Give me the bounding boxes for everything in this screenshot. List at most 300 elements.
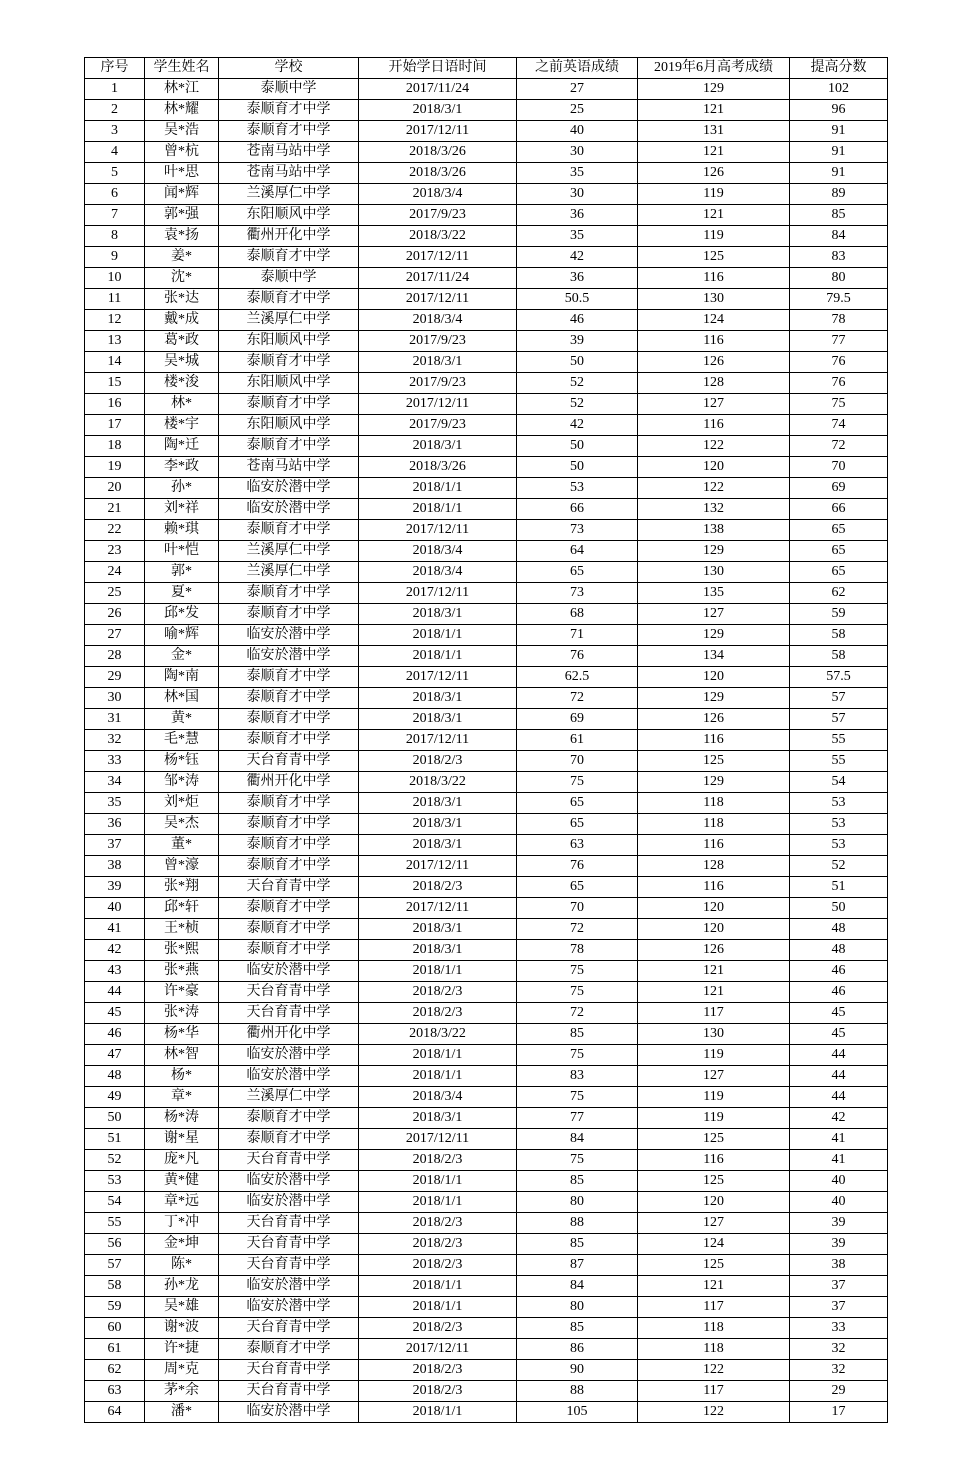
cell-start_date: 2018/2/3	[359, 1318, 517, 1339]
cell-gaokao_2019_june_score: 122	[638, 1402, 790, 1423]
cell-start_date: 2018/3/4	[359, 541, 517, 562]
cell-prev_english_score: 75	[517, 772, 638, 793]
table-row	[85, 100, 888, 121]
cell-index: 58	[85, 1276, 145, 1297]
cell-prev_english_score: 25	[517, 100, 638, 121]
cell-prev_english_score: 75	[517, 961, 638, 982]
cell-index: 16	[85, 394, 145, 415]
table-row	[85, 163, 888, 184]
cell-name: 孙*	[145, 478, 219, 499]
table-row	[85, 205, 888, 226]
cell-improvement: 53	[790, 835, 888, 856]
cell-prev_english_score: 65	[517, 814, 638, 835]
cell-name: 杨*钰	[145, 751, 219, 772]
cell-improvement: 72	[790, 436, 888, 457]
cell-improvement: 37	[790, 1276, 888, 1297]
cell-school: 兰溪厚仁中学	[219, 310, 359, 331]
cell-improvement: 46	[790, 961, 888, 982]
cell-index: 25	[85, 583, 145, 604]
cell-school: 泰顺育才中学	[219, 835, 359, 856]
cell-gaokao_2019_june_score: 118	[638, 793, 790, 814]
table-row	[85, 751, 888, 772]
cell-improvement: 51	[790, 877, 888, 898]
cell-improvement: 83	[790, 247, 888, 268]
cell-school: 东阳顺风中学	[219, 205, 359, 226]
cell-start_date: 2018/3/22	[359, 1024, 517, 1045]
cell-gaokao_2019_june_score: 116	[638, 730, 790, 751]
cell-school: 天台育青中学	[219, 1213, 359, 1234]
cell-index: 61	[85, 1339, 145, 1360]
cell-name: 袁*扬	[145, 226, 219, 247]
cell-prev_english_score: 50.5	[517, 289, 638, 310]
cell-name: 章*远	[145, 1192, 219, 1213]
table-body	[85, 79, 888, 1423]
cell-gaokao_2019_june_score: 116	[638, 415, 790, 436]
cell-school: 衢州开化中学	[219, 772, 359, 793]
cell-name: 刘*祥	[145, 499, 219, 520]
cell-school: 天台育青中学	[219, 877, 359, 898]
cell-school: 泰顺育才中学	[219, 898, 359, 919]
cell-school: 泰顺育才中学	[219, 667, 359, 688]
cell-name: 喻*辉	[145, 625, 219, 646]
cell-start_date: 2018/2/3	[359, 1213, 517, 1234]
table-row	[85, 373, 888, 394]
cell-start_date: 2017/12/11	[359, 583, 517, 604]
cell-name: 庞*凡	[145, 1150, 219, 1171]
cell-gaokao_2019_june_score: 121	[638, 100, 790, 121]
cell-gaokao_2019_june_score: 125	[638, 1129, 790, 1150]
cell-school: 兰溪厚仁中学	[219, 541, 359, 562]
cell-improvement: 48	[790, 919, 888, 940]
cell-index: 49	[85, 1087, 145, 1108]
cell-name: 谢*波	[145, 1318, 219, 1339]
cell-school: 临安於潜中学	[219, 646, 359, 667]
cell-index: 48	[85, 1066, 145, 1087]
cell-name: 孙*龙	[145, 1276, 219, 1297]
cell-improvement: 96	[790, 100, 888, 121]
cell-school: 泰顺育才中学	[219, 814, 359, 835]
cell-prev_english_score: 52	[517, 373, 638, 394]
cell-start_date: 2017/12/11	[359, 121, 517, 142]
cell-name: 毛*慧	[145, 730, 219, 751]
cell-improvement: 76	[790, 352, 888, 373]
cell-index: 45	[85, 1003, 145, 1024]
cell-school: 天台育青中学	[219, 1003, 359, 1024]
table-row	[85, 1171, 888, 1192]
cell-improvement: 75	[790, 394, 888, 415]
cell-index: 38	[85, 856, 145, 877]
cell-school: 天台育青中学	[219, 1318, 359, 1339]
cell-start_date: 2018/2/3	[359, 982, 517, 1003]
cell-improvement: 50	[790, 898, 888, 919]
cell-improvement: 65	[790, 520, 888, 541]
cell-index: 6	[85, 184, 145, 205]
cell-start_date: 2018/2/3	[359, 1234, 517, 1255]
cell-school: 泰顺育才中学	[219, 352, 359, 373]
cell-gaokao_2019_june_score: 121	[638, 961, 790, 982]
cell-name: 曾*濠	[145, 856, 219, 877]
table-row	[85, 1150, 888, 1171]
cell-school: 泰顺育才中学	[219, 919, 359, 940]
cell-name: 叶*思	[145, 163, 219, 184]
cell-improvement: 40	[790, 1171, 888, 1192]
cell-start_date: 2017/12/11	[359, 898, 517, 919]
cell-gaokao_2019_june_score: 126	[638, 163, 790, 184]
cell-school: 临安於潜中学	[219, 1066, 359, 1087]
cell-start_date: 2018/3/1	[359, 352, 517, 373]
cell-name: 陶*南	[145, 667, 219, 688]
table-row	[85, 1003, 888, 1024]
cell-improvement: 55	[790, 730, 888, 751]
cell-start_date: 2018/1/1	[359, 1276, 517, 1297]
cell-improvement: 39	[790, 1234, 888, 1255]
cell-prev_english_score: 62.5	[517, 667, 638, 688]
cell-gaokao_2019_june_score: 116	[638, 331, 790, 352]
cell-improvement: 44	[790, 1087, 888, 1108]
cell-start_date: 2018/3/1	[359, 436, 517, 457]
cell-improvement: 44	[790, 1066, 888, 1087]
cell-name: 叶*恺	[145, 541, 219, 562]
cell-start_date: 2018/1/1	[359, 1045, 517, 1066]
cell-start_date: 2018/3/1	[359, 814, 517, 835]
cell-gaokao_2019_june_score: 126	[638, 709, 790, 730]
cell-gaokao_2019_june_score: 121	[638, 205, 790, 226]
cell-school: 泰顺育才中学	[219, 1339, 359, 1360]
cell-improvement: 32	[790, 1360, 888, 1381]
cell-gaokao_2019_june_score: 130	[638, 562, 790, 583]
cell-gaokao_2019_june_score: 120	[638, 457, 790, 478]
table-row	[85, 1087, 888, 1108]
cell-prev_english_score: 65	[517, 793, 638, 814]
cell-school: 苍南马站中学	[219, 457, 359, 478]
cell-name: 陈*	[145, 1255, 219, 1276]
cell-name: 杨*	[145, 1066, 219, 1087]
cell-index: 29	[85, 667, 145, 688]
cell-prev_english_score: 39	[517, 331, 638, 352]
cell-school: 临安於潜中学	[219, 478, 359, 499]
cell-improvement: 80	[790, 268, 888, 289]
cell-index: 64	[85, 1402, 145, 1423]
cell-start_date: 2018/1/1	[359, 1192, 517, 1213]
cell-improvement: 78	[790, 310, 888, 331]
cell-start_date: 2018/1/1	[359, 1402, 517, 1423]
table-row	[85, 709, 888, 730]
cell-start_date: 2018/3/1	[359, 709, 517, 730]
table-row	[85, 856, 888, 877]
cell-prev_english_score: 52	[517, 394, 638, 415]
cell-school: 临安於潜中学	[219, 1402, 359, 1423]
cell-name: 沈*	[145, 268, 219, 289]
table-row	[85, 1129, 888, 1150]
cell-start_date: 2018/3/4	[359, 310, 517, 331]
table-row	[85, 310, 888, 331]
cell-name: 吴*杰	[145, 814, 219, 835]
cell-name: 邹*涛	[145, 772, 219, 793]
cell-start_date: 2017/12/11	[359, 247, 517, 268]
cell-gaokao_2019_june_score: 119	[638, 1108, 790, 1129]
cell-prev_english_score: 88	[517, 1213, 638, 1234]
cell-index: 54	[85, 1192, 145, 1213]
cell-prev_english_score: 84	[517, 1129, 638, 1150]
cell-gaokao_2019_june_score: 120	[638, 1192, 790, 1213]
cell-index: 52	[85, 1150, 145, 1171]
cell-improvement: 45	[790, 1003, 888, 1024]
cell-start_date: 2018/3/1	[359, 793, 517, 814]
cell-prev_english_score: 75	[517, 982, 638, 1003]
cell-start_date: 2017/9/23	[359, 331, 517, 352]
cell-gaokao_2019_june_score: 129	[638, 79, 790, 100]
table-row	[85, 121, 888, 142]
cell-index: 42	[85, 940, 145, 961]
cell-improvement: 57	[790, 688, 888, 709]
cell-index: 10	[85, 268, 145, 289]
table-row	[85, 1255, 888, 1276]
cell-gaokao_2019_june_score: 128	[638, 856, 790, 877]
cell-gaokao_2019_june_score: 116	[638, 835, 790, 856]
cell-prev_english_score: 72	[517, 688, 638, 709]
cell-improvement: 102	[790, 79, 888, 100]
cell-name: 董*	[145, 835, 219, 856]
cell-gaokao_2019_june_score: 127	[638, 1066, 790, 1087]
cell-gaokao_2019_june_score: 125	[638, 1255, 790, 1276]
cell-improvement: 55	[790, 751, 888, 772]
cell-gaokao_2019_june_score: 124	[638, 1234, 790, 1255]
table-row	[85, 520, 888, 541]
cell-prev_english_score: 46	[517, 310, 638, 331]
cell-name: 林*国	[145, 688, 219, 709]
cell-name: 杨*涛	[145, 1108, 219, 1129]
cell-prev_english_score: 68	[517, 604, 638, 625]
cell-prev_english_score: 77	[517, 1108, 638, 1129]
cell-gaokao_2019_june_score: 130	[638, 289, 790, 310]
cell-index: 22	[85, 520, 145, 541]
cell-index: 34	[85, 772, 145, 793]
cell-gaokao_2019_june_score: 127	[638, 604, 790, 625]
cell-school: 泰顺育才中学	[219, 1108, 359, 1129]
cell-prev_english_score: 105	[517, 1402, 638, 1423]
cell-school: 临安於潜中学	[219, 499, 359, 520]
cell-index: 47	[85, 1045, 145, 1066]
cell-improvement: 48	[790, 940, 888, 961]
cell-index: 63	[85, 1381, 145, 1402]
cell-improvement: 53	[790, 814, 888, 835]
header-row	[85, 58, 888, 79]
cell-name: 邱*轩	[145, 898, 219, 919]
cell-school: 东阳顺风中学	[219, 331, 359, 352]
cell-name: 林*智	[145, 1045, 219, 1066]
cell-improvement: 69	[790, 478, 888, 499]
cell-start_date: 2017/11/24	[359, 79, 517, 100]
cell-prev_english_score: 70	[517, 751, 638, 772]
cell-school: 泰顺育才中学	[219, 730, 359, 751]
table-row	[85, 268, 888, 289]
cell-prev_english_score: 30	[517, 184, 638, 205]
cell-school: 泰顺中学	[219, 79, 359, 100]
cell-school: 兰溪厚仁中学	[219, 562, 359, 583]
cell-prev_english_score: 50	[517, 457, 638, 478]
cell-name: 林*江	[145, 79, 219, 100]
cell-gaokao_2019_june_score: 118	[638, 1339, 790, 1360]
cell-index: 60	[85, 1318, 145, 1339]
cell-gaokao_2019_june_score: 125	[638, 1171, 790, 1192]
cell-name: 张*燕	[145, 961, 219, 982]
cell-name: 戴*成	[145, 310, 219, 331]
cell-start_date: 2017/12/11	[359, 1339, 517, 1360]
cell-start_date: 2017/12/11	[359, 520, 517, 541]
cell-school: 苍南马站中学	[219, 142, 359, 163]
table-row	[85, 604, 888, 625]
table-row	[85, 394, 888, 415]
cell-start_date: 2018/1/1	[359, 1171, 517, 1192]
cell-prev_english_score: 35	[517, 163, 638, 184]
cell-index: 28	[85, 646, 145, 667]
cell-improvement: 37	[790, 1297, 888, 1318]
cell-index: 40	[85, 898, 145, 919]
cell-index: 23	[85, 541, 145, 562]
cell-start_date: 2017/12/11	[359, 667, 517, 688]
cell-prev_english_score: 84	[517, 1276, 638, 1297]
cell-prev_english_score: 65	[517, 877, 638, 898]
cell-index: 4	[85, 142, 145, 163]
cell-index: 50	[85, 1108, 145, 1129]
cell-improvement: 39	[790, 1213, 888, 1234]
cell-name: 张*涛	[145, 1003, 219, 1024]
cell-gaokao_2019_june_score: 129	[638, 625, 790, 646]
cell-prev_english_score: 53	[517, 478, 638, 499]
cell-improvement: 59	[790, 604, 888, 625]
cell-index: 15	[85, 373, 145, 394]
table-row	[85, 1045, 888, 1066]
table-row	[85, 1066, 888, 1087]
table-row	[85, 1360, 888, 1381]
cell-gaokao_2019_june_score: 119	[638, 184, 790, 205]
cell-prev_english_score: 35	[517, 226, 638, 247]
cell-prev_english_score: 70	[517, 898, 638, 919]
cell-name: 闻*辉	[145, 184, 219, 205]
cell-improvement: 33	[790, 1318, 888, 1339]
cell-name: 姜*	[145, 247, 219, 268]
cell-prev_english_score: 75	[517, 1045, 638, 1066]
table-row	[85, 1213, 888, 1234]
table-row	[85, 541, 888, 562]
table-row	[85, 772, 888, 793]
table-row	[85, 1402, 888, 1423]
cell-gaokao_2019_june_score: 126	[638, 940, 790, 961]
cell-improvement: 89	[790, 184, 888, 205]
cell-name: 楼*宇	[145, 415, 219, 436]
cell-school: 泰顺育才中学	[219, 604, 359, 625]
cell-index: 57	[85, 1255, 145, 1276]
cell-index: 36	[85, 814, 145, 835]
table-row	[85, 793, 888, 814]
cell-gaokao_2019_june_score: 129	[638, 688, 790, 709]
cell-index: 37	[85, 835, 145, 856]
cell-start_date: 2018/1/1	[359, 1066, 517, 1087]
cell-index: 44	[85, 982, 145, 1003]
cell-prev_english_score: 86	[517, 1339, 638, 1360]
table-row	[85, 184, 888, 205]
table-row	[85, 331, 888, 352]
cell-gaokao_2019_june_score: 132	[638, 499, 790, 520]
cell-start_date: 2017/12/11	[359, 1129, 517, 1150]
cell-gaokao_2019_june_score: 129	[638, 541, 790, 562]
cell-gaokao_2019_june_score: 127	[638, 1213, 790, 1234]
cell-name: 曾*杭	[145, 142, 219, 163]
cell-name: 郭*	[145, 562, 219, 583]
cell-start_date: 2018/2/3	[359, 1150, 517, 1171]
cell-school: 临安於潜中学	[219, 961, 359, 982]
table-row	[85, 898, 888, 919]
cell-name: 张*翔	[145, 877, 219, 898]
cell-school: 临安於潜中学	[219, 1045, 359, 1066]
cell-school: 天台育青中学	[219, 1150, 359, 1171]
table-row	[85, 940, 888, 961]
table-row	[85, 415, 888, 436]
cell-index: 17	[85, 415, 145, 436]
cell-start_date: 2018/2/3	[359, 1255, 517, 1276]
cell-improvement: 65	[790, 541, 888, 562]
cell-improvement: 57.5	[790, 667, 888, 688]
table-row	[85, 247, 888, 268]
cell-gaokao_2019_june_score: 131	[638, 121, 790, 142]
table-row	[85, 1381, 888, 1402]
cell-index: 13	[85, 331, 145, 352]
cell-index: 20	[85, 478, 145, 499]
cell-gaokao_2019_june_score: 128	[638, 373, 790, 394]
cell-gaokao_2019_june_score: 118	[638, 1318, 790, 1339]
cell-school: 兰溪厚仁中学	[219, 1087, 359, 1108]
cell-index: 33	[85, 751, 145, 772]
cell-gaokao_2019_june_score: 116	[638, 1150, 790, 1171]
cell-index: 9	[85, 247, 145, 268]
cell-name: 夏*	[145, 583, 219, 604]
cell-index: 30	[85, 688, 145, 709]
cell-improvement: 57	[790, 709, 888, 730]
cell-prev_english_score: 27	[517, 79, 638, 100]
cell-prev_english_score: 75	[517, 1150, 638, 1171]
table-row	[85, 289, 888, 310]
cell-name: 许*豪	[145, 982, 219, 1003]
cell-gaokao_2019_june_score: 124	[638, 310, 790, 331]
cell-start_date: 2018/3/1	[359, 835, 517, 856]
table-row	[85, 352, 888, 373]
cell-gaokao_2019_june_score: 116	[638, 268, 790, 289]
table-row	[85, 457, 888, 478]
table-row	[85, 667, 888, 688]
cell-index: 27	[85, 625, 145, 646]
cell-index: 11	[85, 289, 145, 310]
cell-prev_english_score: 80	[517, 1297, 638, 1318]
cell-index: 46	[85, 1024, 145, 1045]
cell-prev_english_score: 40	[517, 121, 638, 142]
cell-prev_english_score: 76	[517, 856, 638, 877]
cell-gaokao_2019_june_score: 134	[638, 646, 790, 667]
cell-index: 19	[85, 457, 145, 478]
cell-school: 泰顺育才中学	[219, 394, 359, 415]
cell-start_date: 2018/3/4	[359, 562, 517, 583]
cell-start_date: 2018/1/1	[359, 478, 517, 499]
cell-improvement: 84	[790, 226, 888, 247]
cell-name: 潘*	[145, 1402, 219, 1423]
cell-name: 黄*健	[145, 1171, 219, 1192]
cell-name: 张*达	[145, 289, 219, 310]
cell-improvement: 66	[790, 499, 888, 520]
table-row	[85, 1024, 888, 1045]
cell-prev_english_score: 76	[517, 646, 638, 667]
table-row	[85, 142, 888, 163]
cell-start_date: 2018/3/1	[359, 1108, 517, 1129]
cell-prev_english_score: 78	[517, 940, 638, 961]
